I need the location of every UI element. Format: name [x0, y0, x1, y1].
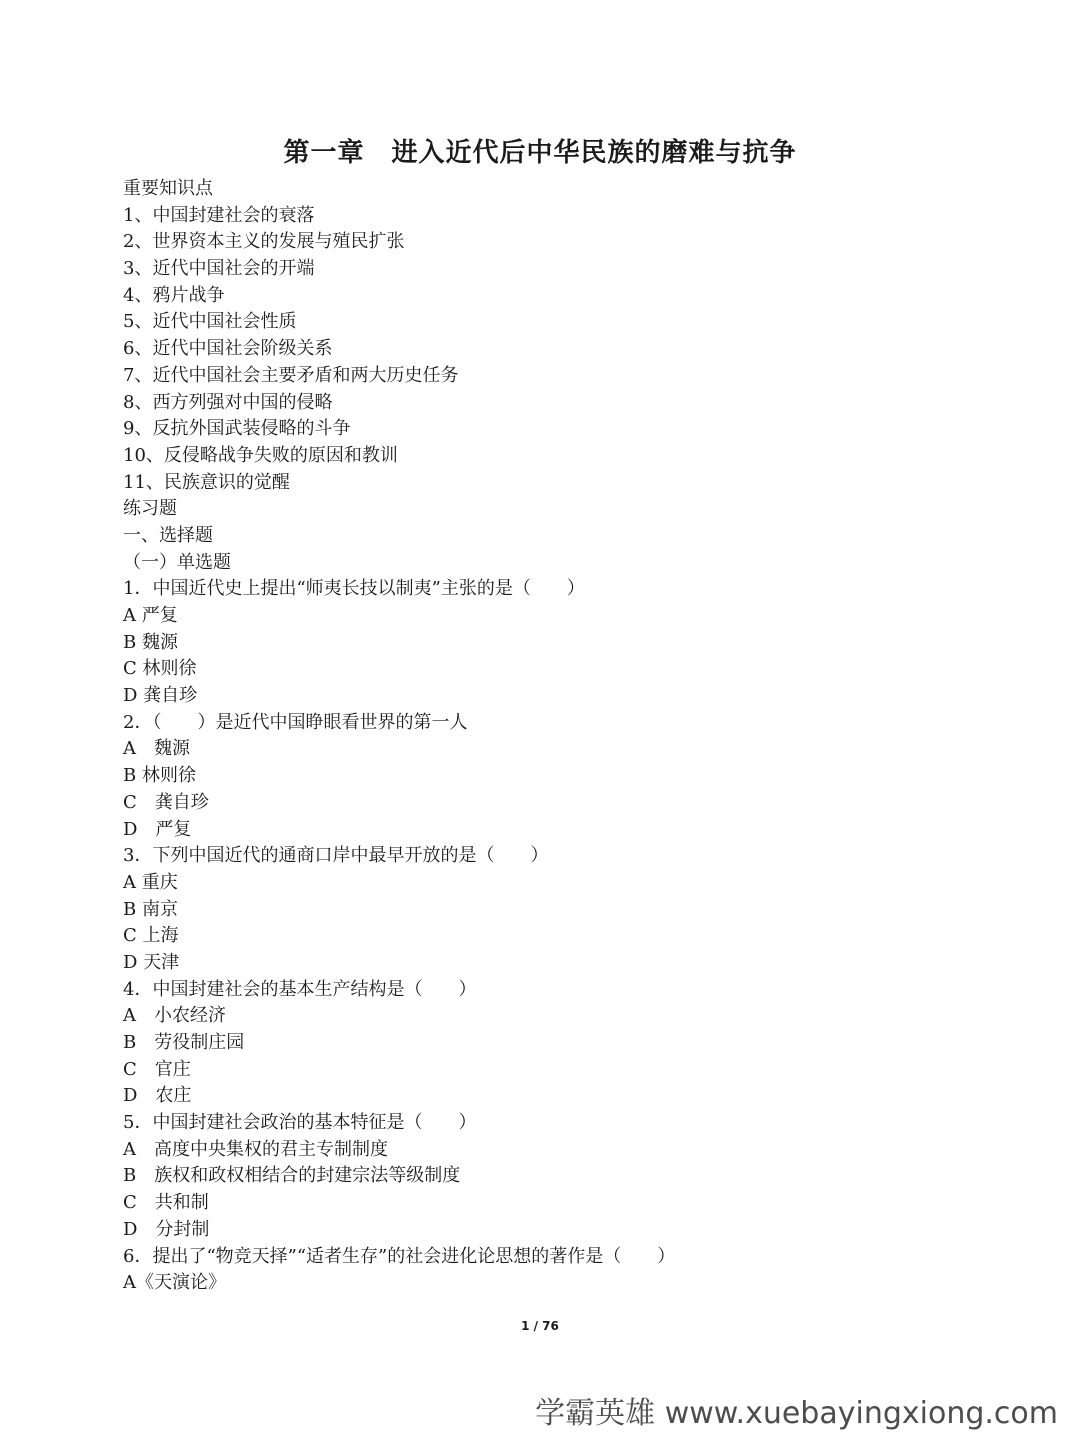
answer-option: C 林则徐	[123, 658, 197, 680]
answer-option: A 小农经济	[123, 1005, 226, 1027]
question: 4．中国封建社会的基本生产结构是（ ）	[123, 978, 477, 1000]
knowledge-point: 2、世界资本主义的发展与殖民扩张	[123, 231, 405, 253]
knowledge-point: 5、近代中国社会性质	[123, 311, 297, 333]
answer-option: C 官庄	[123, 1058, 191, 1080]
answer-option: B 劳役制庄园	[123, 1032, 245, 1053]
question: 1．中国近代史上提出“师夷长技以制夷”主张的是（ ）	[123, 578, 585, 600]
answer-option: A 高度中央集权的君主专制制度	[123, 1138, 388, 1160]
answer-option: B 族权和政权相结合的封建宗法等级制度	[123, 1165, 461, 1187]
answer-option: C 龚自珍	[123, 791, 209, 813]
section-heading: （一）单选题	[123, 551, 231, 573]
answer-option: A 严复	[123, 605, 178, 626]
knowledge-point: 7、近代中国社会主要矛盾和两大历史任务	[123, 364, 459, 386]
answer-option: A《天演论》	[123, 1272, 226, 1294]
answer-option: C 共和制	[123, 1192, 209, 1214]
answer-option: D 龚自珍	[123, 685, 198, 707]
question: 2．（ ）是近代中国睁眼看世界的第一人	[123, 711, 468, 733]
section-heading: 一、选择题	[123, 524, 213, 546]
answer-option: A 魏源	[123, 738, 190, 760]
page-number: 1 / 76	[521, 1319, 559, 1333]
answer-option: D 严复	[123, 818, 192, 840]
answer-option: D 农庄	[123, 1085, 192, 1107]
answer-option: D 分封制	[123, 1218, 210, 1240]
knowledge-point: 11、民族意识的觉醒	[123, 471, 290, 493]
answer-option: C 上海	[123, 925, 179, 947]
knowledge-point: 6、近代中国社会阶级关系	[123, 338, 333, 360]
section-heading: 练习题	[123, 498, 177, 520]
question: 3．下列中国近代的通商口岸中最早开放的是（ ）	[123, 845, 549, 867]
answer-option: A 重庆	[123, 871, 178, 893]
knowledge-point: 8、西方列强对中国的侵略	[123, 391, 333, 413]
knowledge-point: 9、反抗外国武装侵略的斗争	[123, 418, 351, 440]
knowledge-point: 10、反侵略战争失败的原因和教训	[123, 444, 398, 466]
chapter-title: 第一章 进入近代后中华民族的磨难与抗争	[283, 138, 797, 168]
question: 6．提出了“物竞天择”“适者生存”的社会进化论思想的著作是（ ）	[123, 1245, 676, 1267]
section-heading: 重要知识点	[123, 178, 213, 199]
knowledge-point: 1、中国封建社会的衰落	[123, 204, 315, 226]
question: 5．中国封建社会政治的基本特征是（ ）	[123, 1112, 477, 1134]
answer-option: B 南京	[123, 898, 178, 920]
answer-option: D 天津	[123, 951, 180, 973]
knowledge-point: 3、近代中国社会的开端	[123, 258, 315, 280]
answer-option: B 林则徐	[123, 765, 196, 787]
answer-option: B 魏源	[123, 631, 178, 653]
knowledge-point: 4、鸦片战争	[123, 284, 225, 306]
document-body	[123, 176, 1023, 1297]
site-watermark: 学霸英雄 www.xuebayingxiong.com	[535, 1396, 1058, 1431]
